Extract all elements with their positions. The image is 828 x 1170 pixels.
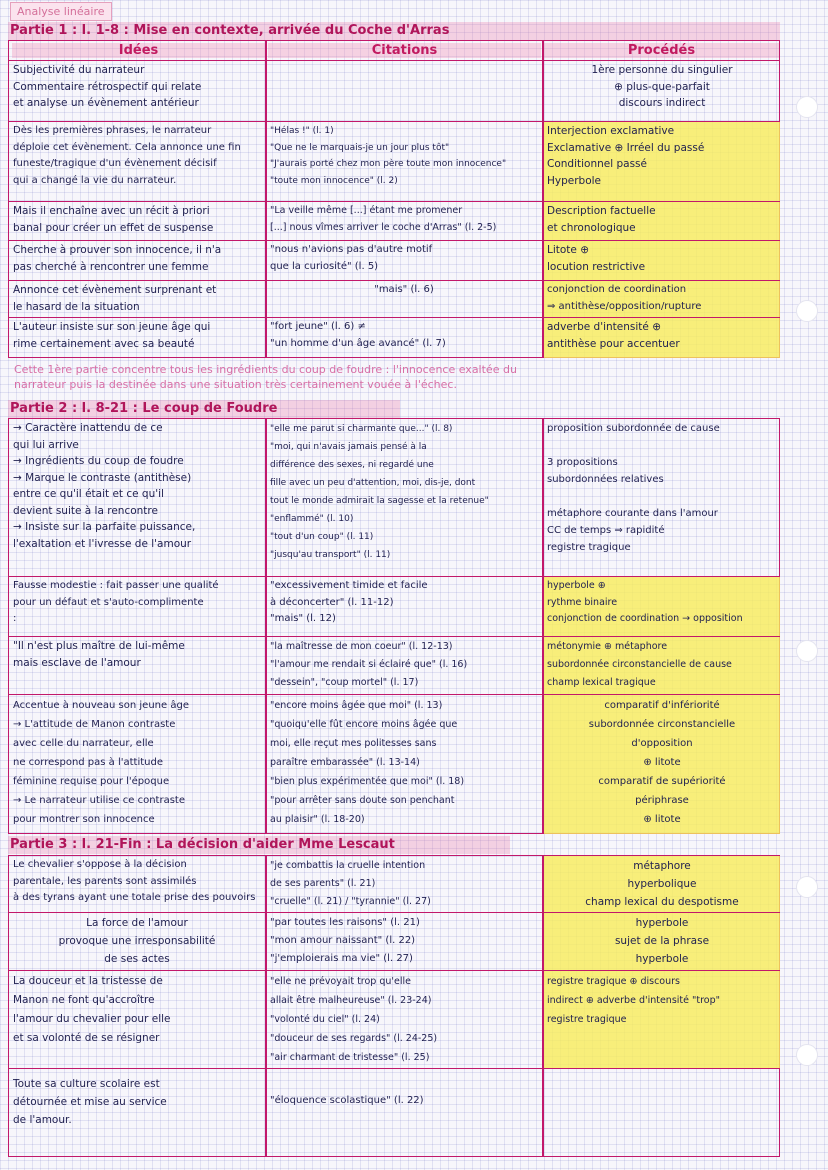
quote-cell: "La veille même [...] étant me promener [...] nous vîmes arriver le coche d'Arras" (l. 2-5) [270, 205, 497, 233]
binder-hole [796, 96, 818, 118]
idea-cell: Toute sa culture scolaire est détournée et mise au service de l'amour. [13, 1078, 167, 1126]
binder-hole [796, 876, 818, 898]
procedure-cell: Description factuelle et chronologique [544, 202, 780, 240]
idea-cell: Dès les premières phrases, le narrateur déploie cet évènement. Cela annonce une fin funeste/tragique d'un évènement décisif qui a changé la vie du narrateur. [13, 125, 241, 186]
idea-cell: Le chevalier s'oppose à la décision parentale, les parents sont assimilés à des tyrans ayant une totale prise des pouvoirs [13, 859, 256, 903]
procedure-cell: métaphore hyperbolique champ lexical du despotisme [544, 856, 780, 912]
idea-cell: La force de l'amour provoque une irresponsabilité de ses actes [58, 917, 216, 965]
part1-conclusion-note: Cette 1ère partie concentre tous les ingrédients du coup de foudre : l'innocence exaltée du narrateur puis la destinée dans une situation très certainement vouée à l'échec. [14, 363, 517, 391]
part2-title: Partie 2 : l. 8-21 : Le coup de Foudre [8, 400, 400, 418]
binder-hole [796, 300, 818, 322]
document-title: Analyse linéaire [10, 2, 112, 21]
quote-cell: "fort jeune" (l. 6) ≠ "un homme d'un âge avancé" (l. 7) [270, 321, 446, 349]
idea-cell: La douceur et la tristesse de Manon ne font qu'accroître l'amour du chevalier pour elle et sa volonté de se résigner [13, 975, 171, 1044]
procedure-cell: conjonction de coordination ⇒ antithèse/opposition/rupture [544, 281, 780, 317]
quote-cell: "par toutes les raisons" (l. 21) "mon amour naissant" (l. 22) "j'emploierais ma vie" (l. 27) [270, 917, 420, 964]
procedure-cell: hyperbole sujet de la phrase hyperbole [544, 913, 780, 970]
idea-cell: Annonce cet évènement surprenant et le hasard de la situation [13, 284, 217, 313]
header-procedures: Procédés [544, 43, 779, 58]
header-ideas: Idées [12, 43, 265, 58]
idea-cell: Fausse modestie : fait passer une qualité pour un défaut et s'auto-complimente : [13, 580, 219, 624]
procedure-cell [544, 1069, 780, 1157]
idea-cell: Mais il enchaîne avec un récit à priori banal pour créer un effet de suspense [13, 205, 214, 234]
quote-cell: "mais" (l. 6) [374, 284, 434, 295]
quote-cell: "encore moins âgée que moi" (l. 13) "quoiqu'elle fût encore moins âgée que moi, elle reçut mes politesses sans paraître embarassée" (l. 13-14) "bien plus expérimentée que moi" (l. 18) "pour arrêter sans doute son penchant au plaisir" (l. 18-20) [270, 700, 465, 825]
procedure-cell: registre tragique ⊕ discours indirect ⊕ adverbe d'intensité "trop" registre tragique [544, 971, 780, 1068]
procedure-cell: Interjection exclamative Exclamative ⊕ Irréel du passé Conditionnel passé Hyperbole [544, 122, 780, 201]
idea-cell: Accentue à nouveau son jeune âge → L'attitude de Manon contraste avec celle du narrateur, elle ne correspond pas à l'attitude féminine requise pour l'époque → Le narrateur utilise ce contraste pour montrer son innocence [13, 700, 189, 825]
procedure-cell: 1ère personne du singulier ⊕ plus-que-parfait discours indirect [591, 64, 733, 109]
idea-cell: Subjectivité du narrateur Commentaire rétrospectif qui relate et analyse un évènement antérieur [13, 64, 202, 109]
procedure-cell: hyperbole ⊕ rythme binaire conjonction de coordination → opposition [544, 577, 780, 636]
quote-cell: "elle me parut si charmante que..." (l. 8) "moi, qui n'avais jamais pensé à la différence des sexes, ni regardé une fille avec un peu d'attention, moi, dis-je, dont tout le monde admirait la sagesse et la retenue" "enflammé" (l. 10) "tout d'un coup" (l. 11) "jusqu'au transport" (l. 11) [270, 424, 489, 560]
quote-cell [267, 61, 541, 121]
part1-title: Partie 1 : l. 1-8 : Mise en contexte, arrivée du Coche d'Arras [8, 22, 780, 40]
header-quotes: Citations [268, 43, 541, 58]
idea-cell: "Il n'est plus maître de lui-même mais esclave de l'amour [13, 640, 185, 669]
binder-hole [796, 640, 818, 662]
procedure-cell: adverbe d'intensité ⊕ antithèse pour accentuer [544, 318, 780, 358]
binder-hole [796, 1044, 818, 1066]
procedure-cell: Litote ⊕ locution restrictive [544, 241, 780, 280]
quote-cell: "éloquence scolastique" (l. 22) [270, 1095, 424, 1106]
procedure-cell: métonymie ⊕ métaphore subordonnée circonstancielle de cause champ lexical tragique [544, 637, 780, 694]
quote-cell: "nous n'avions pas d'autre motif que la curiosité" (l. 5) [270, 244, 433, 272]
quote-cell: "je combattis la cruelle intention de ses parents" (l. 21) "cruelle" (l. 21) / "tyrannie" (l. 27) [270, 860, 431, 907]
part3-title: Partie 3 : l. 21-Fin : La décision d'aider Mme Lescaut [8, 836, 510, 854]
quote-cell: "la maîtresse de mon coeur" (l. 12-13) "l'amour me rendait si éclairé que" (l. 16) "dessein", "coup mortel" (l. 17) [270, 641, 468, 688]
quote-cell: "excessivement timide et facile à déconcerter" (l. 11-12) "mais" (l. 12) [270, 580, 428, 624]
procedure-cell: proposition subordonnée de cause 3 propositions subordonnées relatives métaphore courante dans l'amour CC de temps ⇒ rapidité registre tragique [547, 423, 720, 553]
idea-cell: → Caractère inattendu de ce qui lui arrive → Ingrédients du coup de foudre → Marque le contraste (antithèse) entre ce qu'il était et ce qu'il devient suite à la rencontre → Insiste sur la parfaite puissance, l'exaltation et l'ivresse de l'amour [13, 422, 196, 550]
quote-cell: "elle ne prévoyait trop qu'elle allait être malheureuse" (l. 23-24) "volonté du ciel" (l. 24) "douceur de ses regards" (l. 24-25) "air charmant de tristesse" (l. 25) [270, 976, 438, 1063]
quote-cell: "Hélas !" (l. 1) "Que ne le marquais-je un jour plus tôt" "J'aurais porté chez mon père toute mon innocence" "toute mon innocence" (l. 2) [270, 126, 507, 186]
idea-cell: Cherche à prouver son innocence, il n'a pas cherché à rencontrer une femme [13, 244, 222, 273]
procedure-cell: comparatif d'infériorité subordonnée circonstancielle d'opposition ⊕ litote comparatif de supériorité périphrase ⊕ litote [544, 695, 780, 834]
idea-cell: L'auteur insiste sur son jeune âge qui rime certainement avec sa beauté [13, 321, 211, 350]
